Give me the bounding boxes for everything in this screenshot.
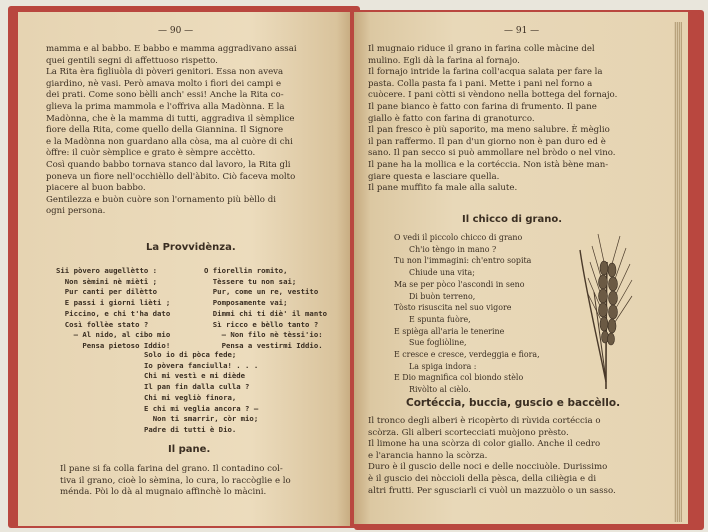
poem-stanza-center: Solo io di pòca fede; Io pòvera fanciulla! . . . Chi mi vestì e mi diède Il pan fin dalla culla ? Chi mi vegliò finora, E chi mi veglia ancora ? — Non ti smarrir, còr mio; Padre di tutti è Dio. <box>144 350 259 434</box>
poem-stanza-left: Sii pòvero augellètto : Non sèmini nè miètî ; Pur canti per dilètto E passi i giorni lièti ; Piccino, e chi t'ha dato Così follèe stato ? — Al nido, al cibo mio Pensa pietoso Iddio! <box>56 266 171 350</box>
text-line: mulino. Egli dà la farina al fornajo. <box>368 55 520 66</box>
text-line: tiva il grano, cioè lo sèmina, lo cura, lo raccòglie e lo <box>60 475 291 486</box>
text-line: Il pane bianco è fatto con farina di frumento. Il pane <box>368 101 597 112</box>
text-line: pasta. Colla pasta fa i pani. Mette i pani nel forno a <box>368 78 593 89</box>
text-line: giallo è fatto con farina di granoturco. <box>368 113 535 124</box>
text-line: òffre: il cuòr sèmplice e grato è sèmpre accètto. <box>46 148 256 159</box>
section-title: Il pane. <box>168 444 211 455</box>
text-line: Madònna, che è la mamma di tutti, aggradiva il sèmplice <box>46 113 295 124</box>
pane-paragraph <box>60 464 342 499</box>
text-line: ménda. Pòi lo dà al mugnaio affinchè lo màcini. <box>60 487 267 498</box>
text-line: e l'arancia hanno la scòrza. <box>368 450 488 461</box>
text-line: poneva un fiore nell'occhièllo dell'àbito. Ciò faceva molto <box>46 171 296 182</box>
open-book <box>8 6 702 528</box>
text-line: sano. Il pan secco si può ammollare nel bròdo o nel vino. <box>368 148 616 159</box>
text-line: Il pane si fa colla farina del grano. Il contadino col- <box>60 464 283 474</box>
text-line: Il tronco degli alberi è ricopèrto di rùvida cortéccia o <box>368 416 601 426</box>
page-edges <box>674 22 682 522</box>
poem-title: La Provvidènza. <box>146 242 236 253</box>
text-line: il pan raffermo. Il pan d'un giorno non è pan duro ed è <box>368 136 606 147</box>
poem-stanza-right: O fiorellin romito, Tèssere tu non sai; Pur, come un re, vestito Pomposamente vai; Dimmi chi ti diè' il manto Sì ricco e bèllo tanto ? — Non filo nè tèssi'io: Pensa a vestirmi Iddio. <box>204 266 328 350</box>
text-line: Il pane ha la mollica e la cortéccia. Non istà bène man- <box>368 159 609 170</box>
wheat-poem: O vedi il piccolo chicco di grano Ch'io tèngo in mano ? Tu non l'immagini: ch'entro sopita Chiude una vita; Ma se per pòco l'ascondi in seno Di buòn terreno, Tòsto risuscita nel suo vigore E spunta fuòre, E spièga all'aria le tenerine Sue fogliòline, E cresce e cresce, verdeggia e fiora, La spiga indora : E Dio magnifica col biondo stèlo Rivòlto al cièlo. <box>394 233 540 395</box>
text-line: Il pane muffito fa male alla salute. <box>368 183 518 194</box>
bark-paragraphs <box>368 416 668 497</box>
text-line: Gentilezza e buòn cuòre son l'ornamento più bèllo di <box>46 194 276 205</box>
text-line: e la Madònna non guardano alla còsa, ma al cuòre di chi <box>46 136 293 147</box>
text-line: giardino, nè vasi. Però amava molto i fiori dei campi e <box>46 78 282 89</box>
text-line: La Rita èra figliuòla di pòveri genitori. Essa non aveva <box>46 67 284 78</box>
text-line: Così quando babbo tornava stanco dal lavoro, la Rita gli <box>46 159 291 170</box>
text-line: quei gentili segni di affettuoso rispetto. <box>46 55 218 66</box>
intro-paragraphs <box>46 44 342 218</box>
text-line: giare questa e lasciare quella. <box>368 171 500 182</box>
section-title: Il chicco di grano. <box>462 214 563 225</box>
text-line: cuòcere. I pani còtti si vèndono nella bottega del fornajo. <box>368 90 618 101</box>
text-line: fiore della Rita, come quello della Giannina. Il Signore <box>46 125 284 136</box>
section-title: Cortéccia, buccia, guscio e baccèllo. <box>406 397 621 409</box>
bread-paragraphs <box>368 44 664 195</box>
page-number: — 91 — <box>504 26 540 36</box>
text-line: scòrza. Gli alberi scortecciati muòjono prèsto. <box>368 427 569 438</box>
text-line: dei prati. Come sono bèlli anch' essi! Anche la Rita co- <box>46 90 284 101</box>
text-line: Il limone ha una scòrza di color giallo. Anche il cedro <box>368 439 601 450</box>
text-line: è il guscio dei nòccioli della pèsca, della ciliègia e di <box>368 473 597 484</box>
right-page <box>354 12 688 524</box>
left-page <box>18 12 350 526</box>
wheat-ear-illustration-icon <box>576 232 646 390</box>
text-line: piacere al buon babbo. <box>46 183 146 194</box>
page-number: — 90 — <box>158 26 194 36</box>
text-line: Il fornajo intride la farina coll'acqua salata per fare la <box>368 67 603 78</box>
text-line: Duro è il guscio delle noci e delle nocciuòle. Durissimo <box>368 462 608 473</box>
text-line: altri frutti. Per sgusciarli ci vuòl un mazzuòlo o un sasso. <box>368 485 616 496</box>
text-line: ogni persona. <box>46 206 106 217</box>
text-line: Il mugnaio riduce il grano in farina colle màcine del <box>368 44 595 54</box>
text-line: glieva la prima mammola e l'offriva alla Madònna. E la <box>46 101 285 112</box>
text-line: Il pan fresco è più saporito, ma meno salubre. È mèglio <box>368 125 610 136</box>
text-line: mamma e al babbo. E babbo e mamma aggradivano assai <box>46 44 297 54</box>
